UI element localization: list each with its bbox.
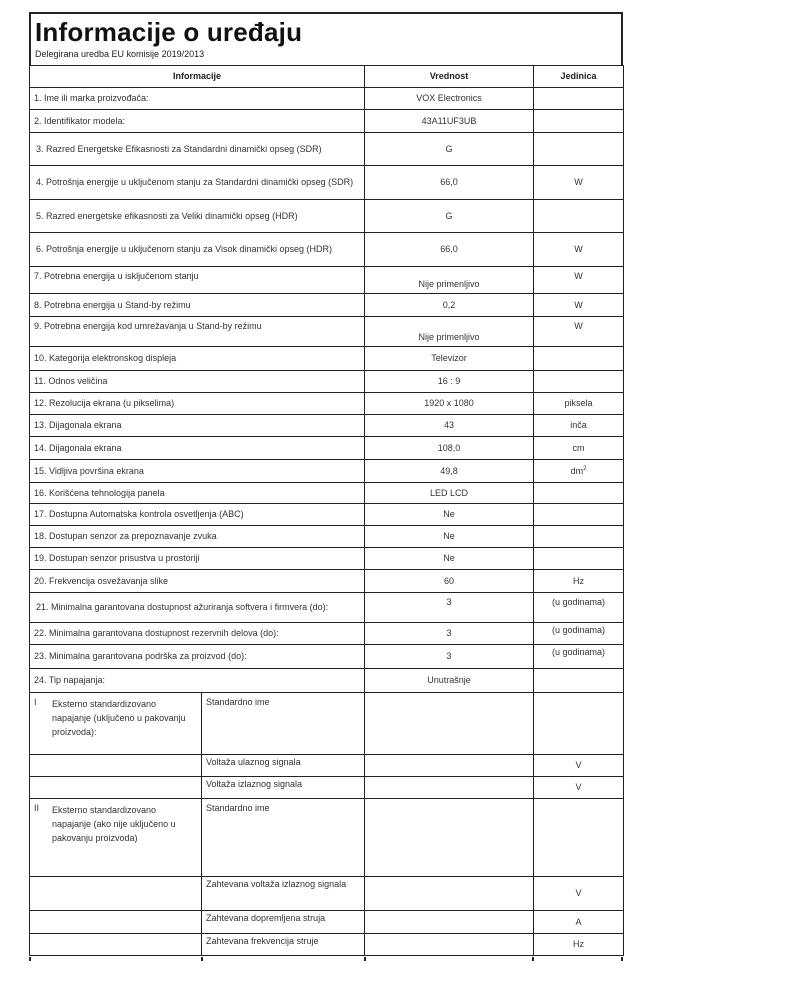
unit-text: dm	[570, 465, 584, 476]
row-unit: (u godinama)	[534, 645, 624, 669]
title-box	[29, 12, 623, 65]
row-value: 43	[365, 415, 534, 437]
table-row	[30, 934, 624, 956]
row-value	[365, 911, 534, 934]
row-label-text: 21. Minimalna garantovana dostupnost ažuriranja softvera i firmvera (do):	[36, 602, 329, 612]
empty-cell	[30, 755, 202, 777]
row-label: 10. Kategorija elektronskog displeja	[30, 347, 365, 371]
row-label: 14. Dijagonala ekrana	[30, 437, 365, 460]
row-label: 9. Potrebna energija kod umrežavanja u Stand-by režimu	[30, 317, 365, 347]
row-label: 1. Ime ili marka proizvođača:	[30, 88, 365, 110]
table-row	[30, 371, 624, 393]
row-value: Nije primenljivo	[365, 267, 534, 294]
row-unit: W	[534, 294, 624, 317]
row-unit: W	[534, 166, 624, 200]
row-value: Ne	[365, 526, 534, 548]
row-unit	[534, 133, 624, 166]
table-row	[30, 88, 624, 110]
row-label: Zahtevana frekvencija struje	[202, 934, 365, 956]
row-unit	[534, 460, 624, 483]
row-unit: (u godinama)	[534, 623, 624, 645]
section-2-title	[30, 799, 202, 877]
row-unit	[534, 88, 624, 110]
page-subtitle: Delegirana uredba EU komisije 2019/2013	[35, 49, 205, 59]
table-row	[30, 777, 624, 799]
row-unit	[534, 504, 624, 526]
row-unit	[534, 110, 624, 133]
table-row	[30, 669, 624, 693]
row-unit: W	[534, 233, 624, 267]
row-label	[30, 166, 365, 200]
table-row	[30, 911, 624, 934]
row-unit	[534, 347, 624, 371]
row-label: 15. Vidljiva površina ekrana	[30, 460, 365, 483]
table-line-stub	[364, 957, 366, 961]
row-unit	[534, 548, 624, 570]
device-info-sheet	[29, 12, 623, 956]
row-label-text: 4. Potrošnja energije u uključenom stanju za Standardni dinamički opseg (SDR)	[36, 177, 354, 187]
table-row	[30, 294, 624, 317]
table-row	[30, 570, 624, 593]
section-1-text: Eksterno standardizovano napajanje (uključeno u pakovanju proizvoda):	[52, 699, 186, 737]
row-label: Standardno ime	[202, 693, 365, 755]
unit-superscript: 2	[583, 465, 587, 472]
row-label: 20. Frekvencija osvežavanja slike	[30, 570, 365, 593]
table-line-stub	[29, 957, 31, 961]
device-info-table	[29, 65, 624, 956]
table-row	[30, 548, 624, 570]
row-unit: piksela	[534, 393, 624, 415]
row-value: 43A11UF3UB	[365, 110, 534, 133]
row-label	[30, 593, 365, 623]
row-value: 66,0	[365, 166, 534, 200]
row-unit: inča	[534, 415, 624, 437]
row-label-text: 6. Potrošnja energije u uključenom stanju za Visok dinamički opseg (HDR)	[36, 244, 332, 254]
row-label: 18. Dostupan senzor za prepoznavanje zvuka	[30, 526, 365, 548]
row-value: 16 : 9	[365, 371, 534, 393]
table-row	[30, 347, 624, 371]
table-line-stub	[621, 957, 623, 961]
table-row	[30, 393, 624, 415]
page-title: Informacije o uređaju	[35, 17, 303, 47]
row-unit: V	[534, 755, 624, 777]
row-label: 16. Korišćena tehnologija panela	[30, 483, 365, 504]
table-row	[30, 166, 624, 200]
table-line-stub	[201, 957, 203, 961]
empty-cell	[30, 934, 202, 956]
row-label: Zahtevana dopremljena struja	[202, 911, 365, 934]
table-row	[30, 460, 624, 483]
table-row	[30, 267, 624, 294]
column-header-jedinica: Jedinica	[534, 66, 624, 88]
row-value: VOX Electronics	[365, 88, 534, 110]
row-value: 3	[365, 623, 534, 645]
table-row	[30, 483, 624, 504]
row-unit	[534, 371, 624, 393]
row-unit: A	[534, 911, 624, 934]
row-unit	[534, 483, 624, 504]
power-supply-section-1	[30, 693, 624, 755]
table-row	[30, 504, 624, 526]
row-label: 7. Potrebna energija u isključenom stanju	[30, 267, 365, 294]
table-row	[30, 877, 624, 911]
row-unit: (u godinama)	[534, 593, 624, 623]
row-unit: W	[534, 317, 624, 347]
row-label-text: 5. Razred energetske efikasnosti za Veliki dinamički opseg (HDR)	[36, 210, 298, 221]
column-header-vrednost: Vrednost	[365, 66, 534, 88]
table-row	[30, 200, 624, 233]
row-unit	[534, 693, 624, 755]
row-value: 3	[365, 645, 534, 669]
section-1-title	[30, 693, 202, 755]
row-unit	[534, 200, 624, 233]
row-value: 66,0	[365, 233, 534, 267]
row-label: 17. Dostupna Automatska kontrola osvetljenja (ABC)	[30, 504, 365, 526]
row-label: Zahtevana voltaža izlaznog signala	[202, 877, 365, 911]
row-unit: W	[534, 267, 624, 294]
row-value: 60	[365, 570, 534, 593]
row-unit	[534, 669, 624, 693]
row-value: Nije primenljivo	[365, 317, 534, 347]
row-label: 23. Minimalna garantovana podrška za proizvod (do):	[30, 645, 365, 669]
row-value: LED LCD	[365, 483, 534, 504]
row-value: Ne	[365, 548, 534, 570]
row-value: 0,2	[365, 294, 534, 317]
table-row	[30, 593, 624, 623]
row-unit: V	[534, 777, 624, 799]
row-unit: V	[534, 877, 624, 911]
row-value	[365, 777, 534, 799]
table-row	[30, 645, 624, 669]
row-unit: Hz	[534, 934, 624, 956]
power-supply-section-2	[30, 799, 624, 877]
section-2-text: Eksterno standardizovano napajanje (ako nije uključeno u pakovanju proizvoda)	[52, 805, 176, 843]
row-value	[365, 799, 534, 877]
row-unit: cm	[534, 437, 624, 460]
row-value	[365, 877, 534, 911]
column-header-informacije: Informacije	[30, 66, 365, 88]
table-row	[30, 317, 624, 347]
row-label: Voltaža ulaznog signala	[202, 755, 365, 777]
table-header-row	[30, 66, 624, 88]
empty-cell	[30, 911, 202, 934]
row-value: 49,8	[365, 460, 534, 483]
row-label-text: 3. Razred Energetske Efikasnosti za Standardni dinamički opseg (SDR)	[36, 143, 322, 154]
row-value: Unutrašnje	[365, 669, 534, 693]
table-row	[30, 415, 624, 437]
row-value	[365, 934, 534, 956]
row-label: 2. Identifikator modela:	[30, 110, 365, 133]
section-1-roman: I	[34, 697, 37, 707]
row-label	[30, 233, 365, 267]
row-value	[365, 693, 534, 755]
row-value: G	[365, 200, 534, 233]
row-label	[30, 200, 365, 233]
row-label: 19. Dostupan senzor prisustva u prostoriji	[30, 548, 365, 570]
table-row	[30, 526, 624, 548]
row-value: Ne	[365, 504, 534, 526]
row-value	[365, 755, 534, 777]
row-label: 12. Rezolucija ekrana (u pikselima)	[30, 393, 365, 415]
empty-cell	[30, 877, 202, 911]
row-value: 1920 x 1080	[365, 393, 534, 415]
row-value: Televizor	[365, 347, 534, 371]
empty-cell	[30, 777, 202, 799]
row-label: Standardno ime	[202, 799, 365, 877]
row-label: 13. Dijagonala ekrana	[30, 415, 365, 437]
table-row	[30, 233, 624, 267]
row-label: 22. Minimalna garantovana dostupnost rezervnih delova (do):	[30, 623, 365, 645]
row-unit: Hz	[534, 570, 624, 593]
row-value: 108,0	[365, 437, 534, 460]
row-label: 11. Odnos veličina	[30, 371, 365, 393]
table-row	[30, 623, 624, 645]
row-label: 8. Potrebna energija u Stand-by režimu	[30, 294, 365, 317]
table-row	[30, 437, 624, 460]
table-row	[30, 110, 624, 133]
table-line-stub	[532, 957, 534, 961]
row-label	[30, 133, 365, 166]
row-unit	[534, 526, 624, 548]
table-row	[30, 755, 624, 777]
row-label: 24. Tip napajanja:	[30, 669, 365, 693]
section-2-roman: II	[34, 803, 40, 813]
table-row	[30, 133, 624, 166]
row-label: Voltaža izlaznog signala	[202, 777, 365, 799]
row-unit	[534, 799, 624, 877]
row-value: G	[365, 133, 534, 166]
row-value: 3	[365, 593, 534, 623]
